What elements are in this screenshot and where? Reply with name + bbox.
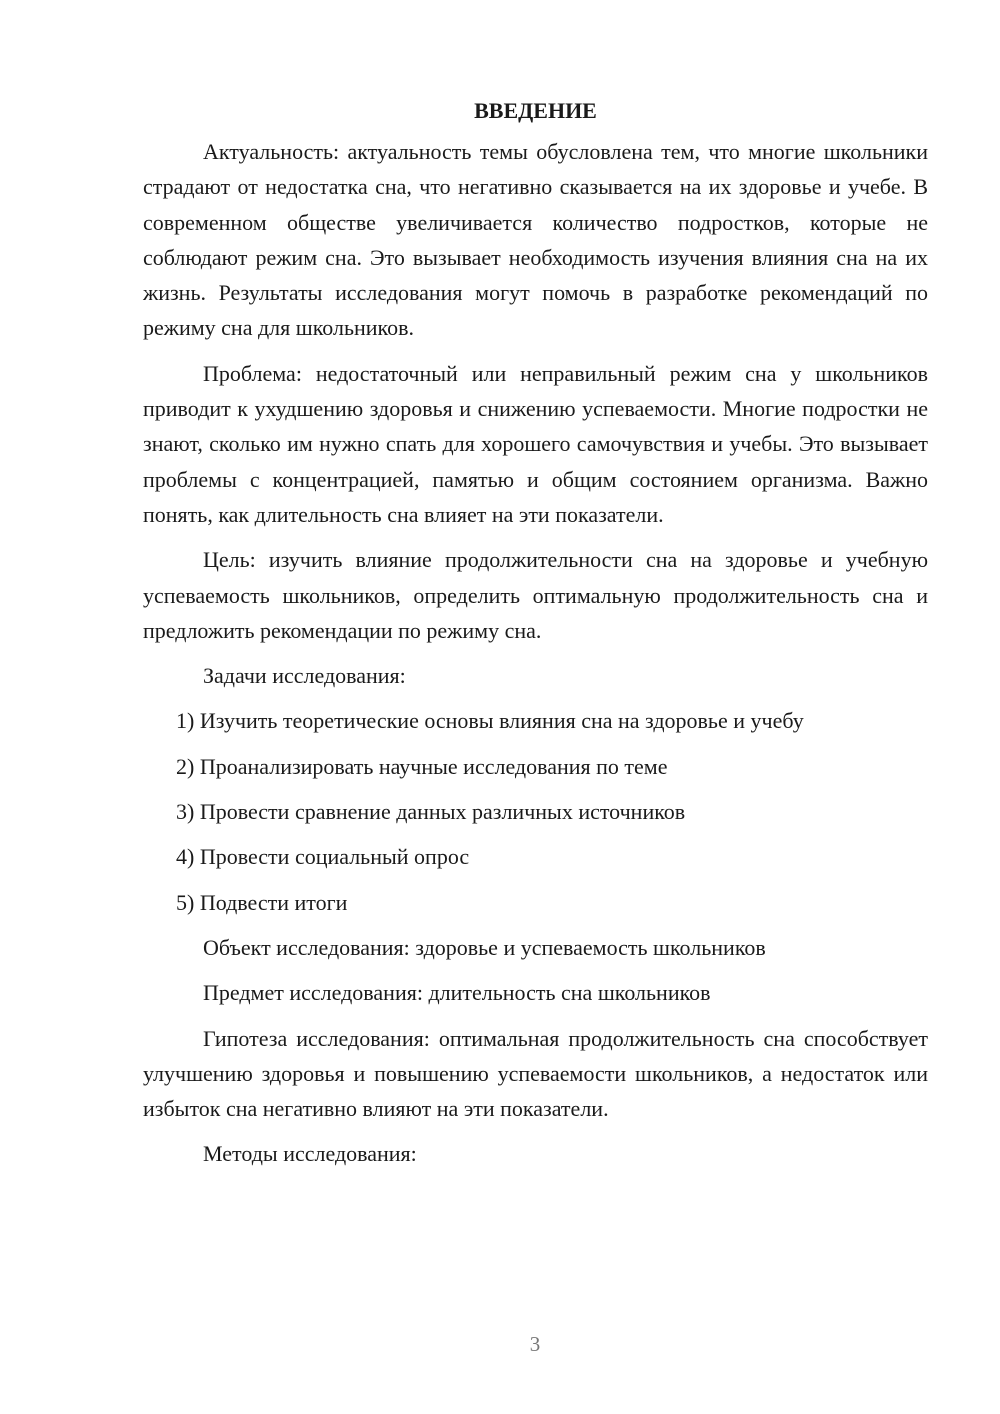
section-title: ВВЕДЕНИЕ (474, 98, 597, 123)
subject-line: Предмет исследования: длительность сна школьников (203, 980, 711, 1006)
relevance-paragraph: Актуальность: актуальность темы обусловлена тем, что многие школьники страдают от недостатка сна, что негативно сказывается на их здоровье и учебе. В современном обществе увеличивается количество подростков, которые не соблюдают режим сна. Это вызывает необходимость изучения влияния сна на их жизнь. Результаты исследования могут помочь в разработке рекомендаций по режиму сна для школьников. (143, 139, 928, 341)
hypothesis-paragraph: Гипотеза исследования: оптимальная продолжительность сна способствует улучшению здоровья и повышению успеваемости школьников, а недостаток или избыток сна негативно влияют на эти показатели. (143, 1025, 928, 1122)
list-item: 1) Изучить теоретические основы влияния сна на здоровье и учебу (176, 708, 804, 734)
list-item: 3) Провести сравнение данных различных источников (176, 799, 686, 825)
list-item: 2) Проанализировать научные исследования по теме (176, 753, 668, 779)
page-content (143, 93, 928, 1182)
list-item: 4) Провести социальный опрос (176, 844, 470, 870)
object-line: Объект исследования: здоровье и успеваемость школьников (203, 934, 766, 960)
tasks-list (143, 703, 928, 919)
methods-heading: Методы исследования: (203, 1141, 417, 1167)
page-number: 3 (529, 1332, 541, 1356)
list-item: 5) Подвести итоги (176, 889, 348, 915)
tasks-heading: Задачи исследования: (203, 663, 406, 689)
goal-paragraph: Цель: изучить влияние продолжительности сна на здоровье и учебную успеваемость школьников, определить оптимальную продолжительность сна и предложить рекомендации по режиму сна. (143, 547, 928, 643)
problem-paragraph: Проблема: недостаточный или неправильный режим сна у школьников приводит к ухудшению здоровья и снижению успеваемости. Многие подростки не знают, сколько им нужно спать для хорошего самочувствия и учебы. Это вызывает проблемы с концентрацией, памятью и общим состоянием организма. Важно понять, как длительность сна влияет на эти показатели. (143, 360, 928, 527)
